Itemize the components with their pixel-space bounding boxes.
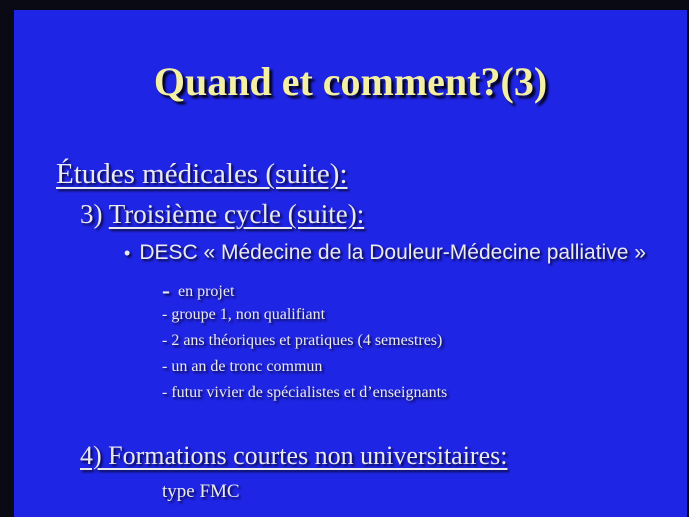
project-item [162, 278, 234, 305]
sub-item-duree: - 2 ans théoriques et pratiques (4 semestres) [162, 332, 443, 349]
section-3-label: Troisième cycle (suite) [108, 199, 357, 229]
bullet-icon: • [124, 243, 131, 263]
sub-item-groupe: - groupe 1, non qualifiant [162, 306, 326, 323]
sub-item-tronc-commun: - un an de tronc commun [162, 358, 323, 375]
desc-bullet-text: DESC « Médecine de la Douleur-Médecine palliative » [139, 241, 646, 264]
desc-bullet [124, 241, 646, 265]
section-4-heading: 4) Formations courtes non universitaires: [80, 441, 508, 470]
section-3-colon: : [356, 199, 365, 229]
dash-icon: - [162, 278, 170, 304]
section-4-detail: type FMC [162, 481, 240, 502]
slide-title: Quand et comment?(3) [153, 59, 548, 104]
sub-item-vivier: - futur vivier de spécialistes et d’enseignants [162, 384, 448, 401]
project-item-text: en projet [178, 283, 235, 300]
section-3-heading [80, 199, 364, 230]
slide [14, 10, 687, 517]
section-3-number: 3) [80, 199, 103, 229]
heading-etudes-medicales: Études médicales (suite): [56, 158, 348, 190]
